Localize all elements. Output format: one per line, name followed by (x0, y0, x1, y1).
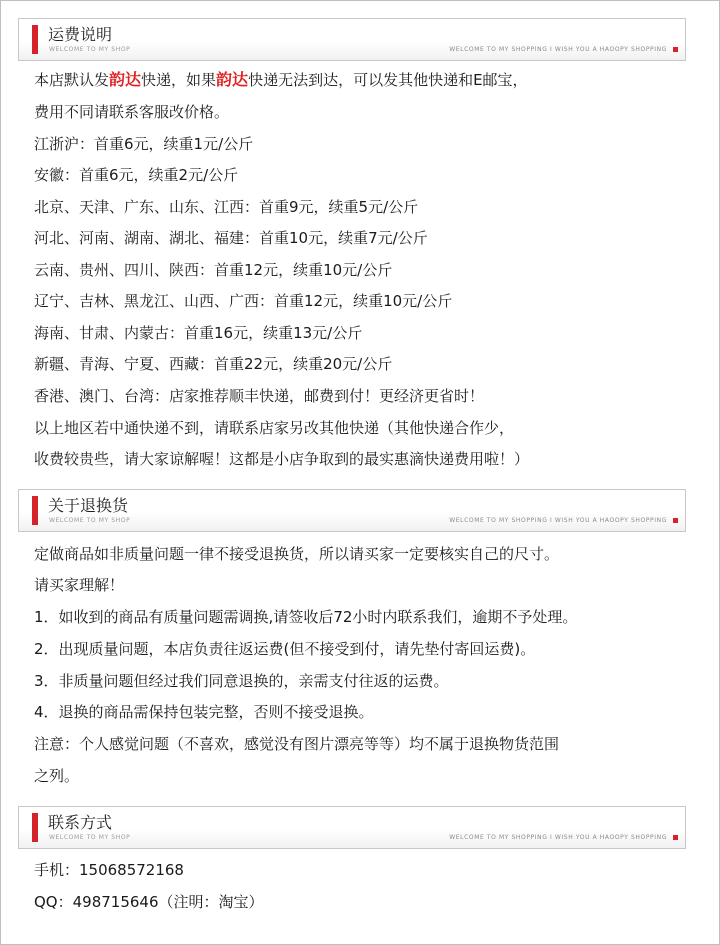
contact-qq: QQ：498715646（注明：淘宝） (34, 893, 264, 911)
returns-section-header (18, 489, 686, 532)
shipping-intro-line (34, 70, 528, 90)
section-title: 关于退换货 (48, 496, 129, 515)
header-accent-bar (32, 813, 38, 842)
shipping-note-line: 收费较贵些，请大家谅解喔！这都是小店争取到的最实惠滴快递费用啦！） (34, 450, 530, 468)
contact-section-header (18, 806, 686, 849)
header-corner-square (673, 518, 678, 523)
courier-brand-highlight: 韵达 (216, 70, 249, 89)
intro-text-b: 快递，如果 (141, 71, 217, 89)
shipping-rate-line: 海南、甘肃、内蒙古：首重16元，续重13元/公斤 (34, 324, 363, 342)
header-corner-square (673, 835, 678, 840)
shipping-note-line: 以上地区若中通快递不到，请联系店家另改其他快递（其他快递合作少， (34, 419, 515, 437)
returns-line: 之列。 (34, 767, 80, 785)
section-tagline: WELCOME TO MY SHOPPING I WISH YOU A HAOOPY SHOPPING (449, 834, 667, 841)
section-subtitle: WELCOME TO MY SHOP (49, 834, 131, 841)
returns-line: 请买家理解！ (34, 576, 125, 594)
shipping-rate-line: 云南、贵州、四川、陕西：首重12元，续重10元/公斤 (34, 261, 393, 279)
returns-line: 4．退换的商品需保持包装完整，否则不接受退换。 (34, 703, 374, 721)
returns-line: 1．如收到的商品有质量问题需调换,请签收后72小时内联系我们，逾期不予处理。 (34, 608, 578, 626)
shipping-rate-line: 香港、澳门、台湾：店家推荐顺丰快递，邮费到付！更经济更省时！ (34, 387, 485, 405)
returns-line: 3．非质量问题但经过我们同意退换的，亲需支付往返的运费。 (34, 672, 449, 690)
shipping-rate-line: 新疆、青海、宁夏、西藏：首重22元，续重20元/公斤 (34, 355, 393, 373)
shipping-rate-line: 河北、河南、湖南、湖北、福建：首重10元，续重7元/公斤 (34, 229, 428, 247)
returns-line: 2．出现质量问题，本店负责往返运费(但不接受到付，请先垫付寄回运费)。 (34, 640, 536, 658)
shipping-rate-line: 北京、天津、广东、山东、江西：首重9元，续重5元/公斤 (34, 198, 419, 216)
shipping-intro-line-2: 费用不同请联系客服改价格。 (34, 103, 230, 121)
shipping-rate-line: 江浙沪：首重6元，续重1元/公斤 (34, 135, 254, 153)
shipping-section-header (18, 18, 686, 61)
returns-line: 定做商品如非质量问题一律不接受退换货，所以请买家一定要核实自己的尺寸。 (34, 545, 560, 563)
shipping-rate-line: 安徽：首重6元，续重2元/公斤 (34, 166, 239, 184)
header-accent-bar (32, 496, 38, 525)
section-title: 运费说明 (48, 25, 113, 44)
shipping-rate-line: 辽宁、吉林、黑龙江、山西、广西：首重12元，续重10元/公斤 (34, 292, 453, 310)
section-tagline: WELCOME TO MY SHOPPING I WISH YOU A HAOOPY SHOPPING (449, 46, 667, 53)
contact-phone: 手机：15068572168 (34, 861, 184, 879)
courier-brand-highlight: 韵达 (109, 70, 142, 89)
section-subtitle: WELCOME TO MY SHOP (49, 517, 131, 524)
header-accent-bar (32, 25, 38, 54)
header-corner-square (673, 47, 678, 52)
section-tagline: WELCOME TO MY SHOPPING I WISH YOU A HAOOPY SHOPPING (449, 517, 667, 524)
returns-line: 注意：个人感觉问题（不喜欢，感觉没有图片漂亮等等）均不属于退换物货范围 (34, 735, 560, 753)
intro-text-c: 快递无法到达，可以发其他快递和E邮宝， (248, 71, 528, 89)
section-subtitle: WELCOME TO MY SHOP (49, 46, 131, 53)
section-title: 联系方式 (48, 813, 113, 832)
intro-text-a: 本店默认发 (34, 71, 110, 89)
